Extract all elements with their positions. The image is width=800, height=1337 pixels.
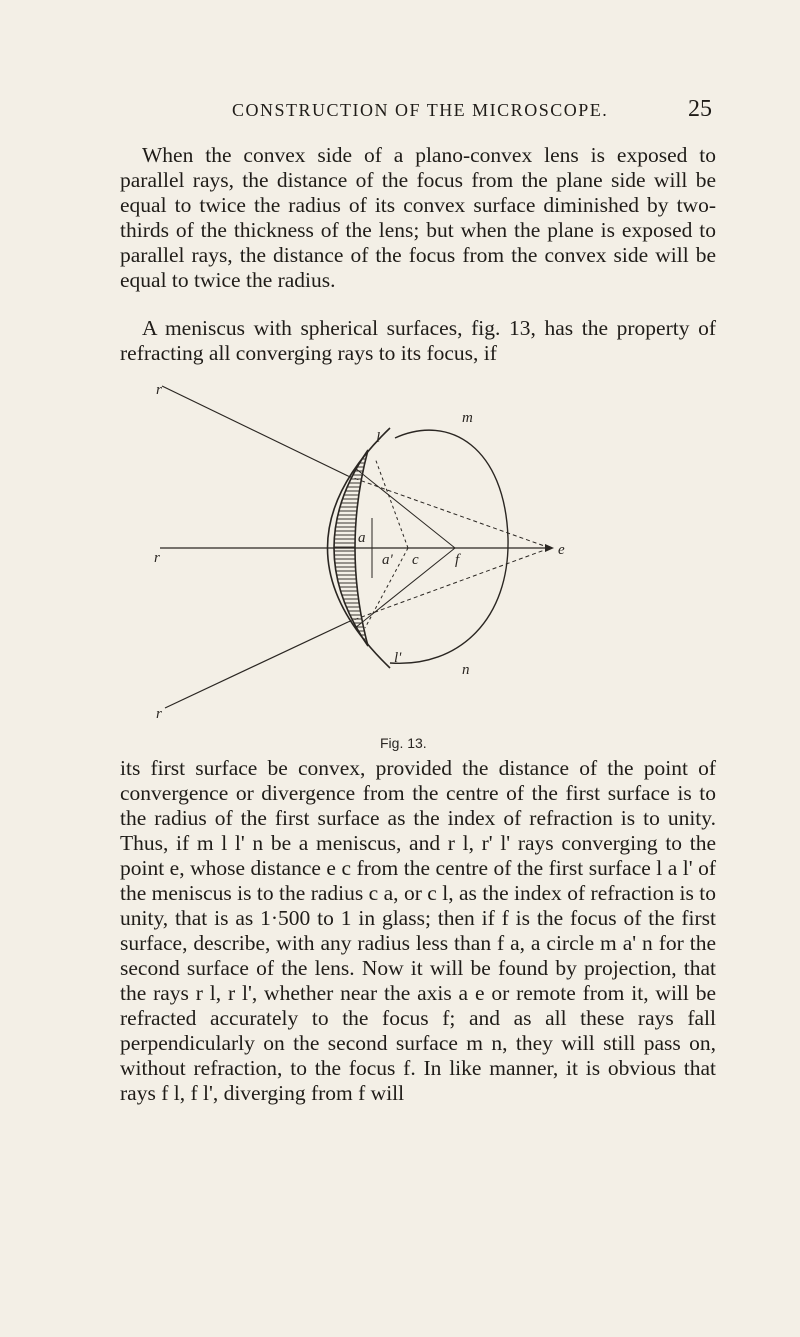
label-a-prime: a' — [382, 552, 393, 568]
figure-13-meniscus-diagram — [150, 378, 580, 718]
label-l: l — [376, 430, 381, 446]
label-c: c — [412, 552, 419, 568]
label-r-bottom: r — [156, 706, 162, 718]
label-r-top: r — [156, 382, 162, 398]
running-head-title: CONSTRUCTION OF THE MICROSCOPE. — [232, 100, 609, 120]
label-r-mid: r — [154, 550, 160, 566]
page-number: 25 — [688, 96, 712, 122]
label-l-prime: l' — [394, 650, 402, 666]
ray-top-incoming — [162, 386, 348, 476]
paragraph-meniscus-intro: A meniscus with spherical surfaces, fig. 13, has the property of refracting all converging rays to its focus, if — [120, 316, 716, 365]
figure-caption: Fig. 13. — [380, 735, 427, 751]
label-a: a — [358, 530, 366, 546]
paragraph-plano-convex: When the convex side of a plano-convex lens is exposed to parallel rays, the distance of the focus from the plane side will be equal to twice the radius of its convex surface diminished by two-thirds of the thickness of the lens; but when the plane is exposed to parallel rays, the distance of the focus from the convex side will be equal to twice the radius. — [120, 143, 716, 292]
label-e: e — [558, 542, 565, 558]
label-f: f — [455, 552, 460, 568]
meniscus-diagram — [150, 378, 580, 718]
paragraph-meniscus-explanation: its first surface be convex, provided the distance of the point of convergence or divergence from the centre of the first surface is to the radius of the first surface as the index of refraction is to unity. Thus, if m l l' n be a meniscus, and r l, r' l' rays converging to the point e, whose distance e c from the centre of the first surface l a l' of the meniscus is to the radius c a, or c l, as the index of refraction is to unity, that is as 1·500 to 1 in glass; then if f is the focus of the first surface, describe, with any radius less than f a, a circle m a' n for the second surface of the lens. Now it will be found by projection, that the rays r l, r l', whether near the axis a e or remote from it, will be refracted accurately to the focus f; and as all these rays fall perpendicularly on the second surface m n, they will still pass on, without refraction, to the focus f. In like manner, it is obvious that rays f l, f l', diverging from f will — [120, 756, 716, 1105]
label-n: n — [462, 662, 470, 678]
ray-bottom-incoming — [165, 622, 348, 708]
label-m: m — [462, 410, 473, 426]
